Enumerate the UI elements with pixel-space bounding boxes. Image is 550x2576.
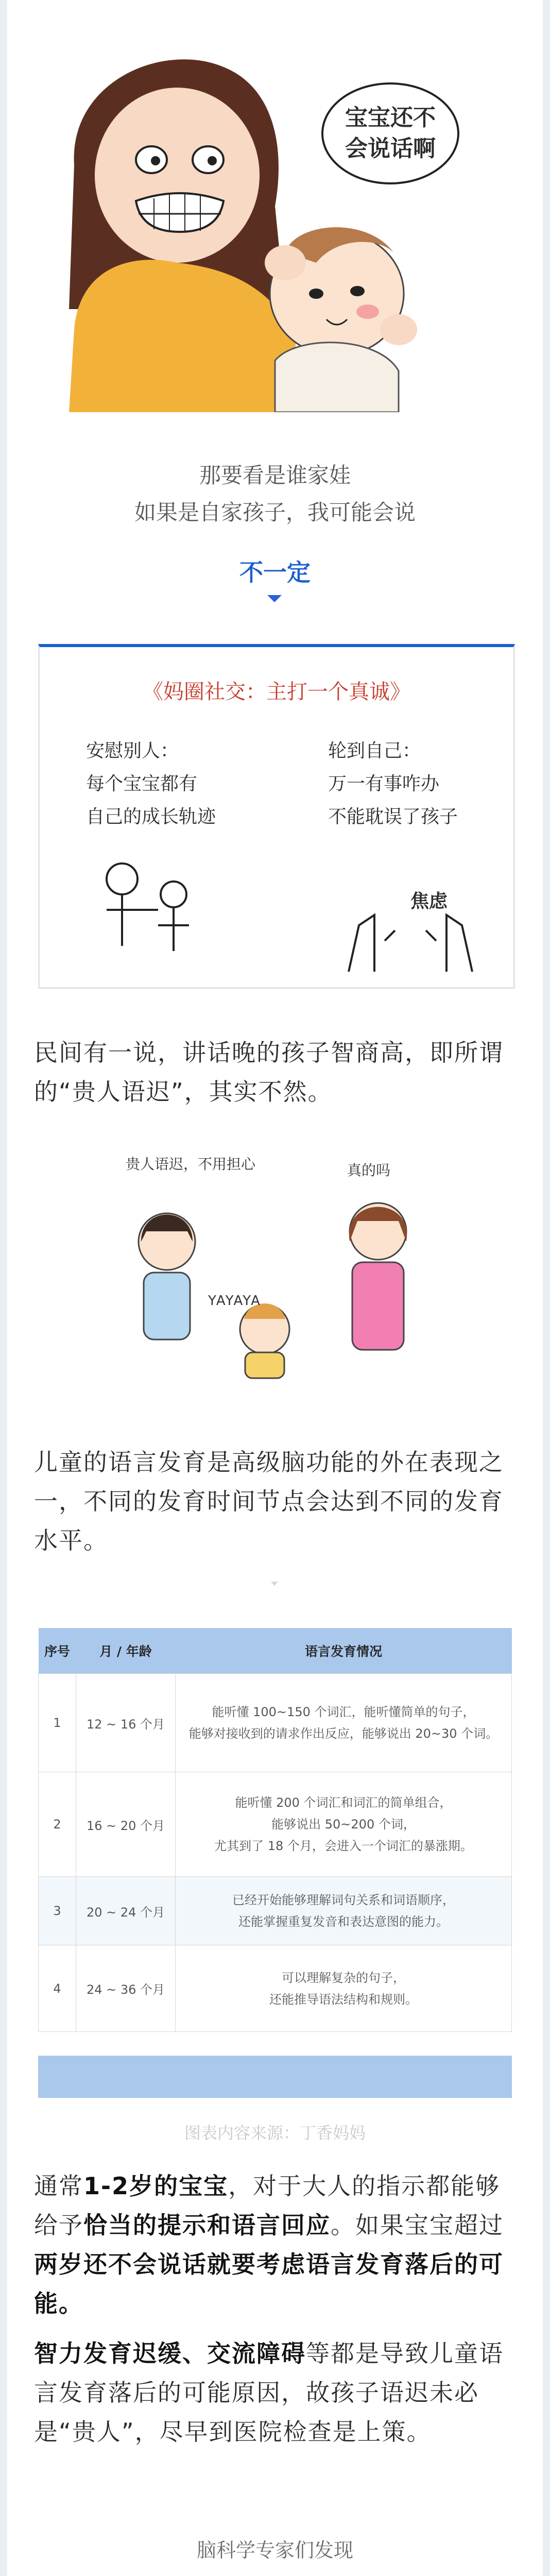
p3-text: 。如果宝宝超过 bbox=[331, 2211, 504, 2239]
right-line-3: 不能耽误了孩子 bbox=[328, 806, 458, 827]
caption-line-1: 那要看是谁家娃 bbox=[199, 463, 351, 488]
p3-text: 通常 bbox=[34, 2172, 83, 2200]
development-table bbox=[38, 1628, 512, 2032]
row-line: 能听懂 100~150 个词汇，能听懂简单的句子， bbox=[212, 1705, 475, 1719]
article-page bbox=[7, 0, 543, 2576]
row-line: 还能推导语法结构和规则。 bbox=[269, 1992, 418, 2007]
row-age: 20 ~ 24 个月 bbox=[76, 1877, 176, 1945]
p3-bold-warning: 两岁还不会说话就要考虑语言发育落后的可能。 bbox=[34, 2250, 504, 2317]
anxiety-label: 焦虑 bbox=[410, 891, 448, 912]
down-arrow-icon bbox=[267, 595, 282, 602]
research-line bbox=[7, 2571, 543, 2576]
paragraph-1: 民间有一说，讲话晚的孩子智商高，即所谓的“贵人语迟”，其实不然。 bbox=[34, 1039, 504, 1106]
cartoon-quote-right: 真的吗 bbox=[347, 1162, 391, 1179]
caption-line-2: 如果是自家孩子，我可能会说 bbox=[134, 500, 416, 525]
mother-baby-cartoon bbox=[7, 21, 543, 412]
research-findings bbox=[7, 2530, 543, 2576]
row-description bbox=[176, 1945, 512, 2032]
right-line-1: 轮到自己： bbox=[328, 740, 421, 761]
row-description bbox=[176, 1772, 512, 1877]
p3-text: ，对于大人的指示都能够给予 bbox=[34, 2172, 501, 2239]
paragraph-2: 儿童的语言发育是高级脑功能的外在表现之一，不同的发育时间节点会达到不同的发育水平。 bbox=[34, 1448, 504, 1554]
header-description: 语言发育情况 bbox=[176, 1628, 512, 1674]
table-source-note: 图表内容来源：丁香妈妈 bbox=[184, 2123, 366, 2143]
social-card-title: 《妈圈社交：主打一个真诚》 bbox=[143, 680, 410, 704]
row-age: 24 ~ 36 个月 bbox=[76, 1945, 176, 2032]
row-age: 16 ~ 20 个月 bbox=[76, 1772, 176, 1877]
header-no: 序号 bbox=[39, 1628, 76, 1674]
comfort-others-text bbox=[86, 735, 261, 834]
language-development-table bbox=[38, 1628, 512, 2102]
table-header-row bbox=[39, 1628, 512, 1674]
row-no: 4 bbox=[39, 1945, 76, 2032]
row-line: 还能掌握重复发音和表达意图的能力。 bbox=[238, 1914, 449, 1929]
paragraph-3 bbox=[34, 2166, 518, 2323]
row-line: 能听懂 200 个词汇和词汇的简单组合， bbox=[235, 1795, 452, 1810]
row-line: 已经开始能够理解词句关系和词语顺序， bbox=[232, 1893, 455, 1907]
table-row bbox=[39, 1945, 512, 2032]
hug-figures-icon bbox=[86, 848, 220, 967]
p4-text: 等都是导致儿童语言发育落后的可能原因，故孩子语迟未必是“贵人”，尽早到医院检查是上策。 bbox=[34, 2340, 504, 2446]
social-card bbox=[38, 644, 515, 989]
left-line-1: 安慰别人： bbox=[86, 740, 179, 761]
table-row bbox=[39, 1772, 512, 1877]
bubble-line-2: 会说话啊 bbox=[345, 135, 436, 162]
p3-bold-response: 恰当的提示和语言回应 bbox=[83, 2211, 331, 2239]
p4-bold-causes: 智力发育迟缓、交流障碍 bbox=[34, 2340, 306, 2367]
table-footer-bar bbox=[38, 2056, 512, 2098]
row-description bbox=[176, 1674, 512, 1772]
self-worry-text bbox=[328, 735, 503, 834]
small-divider-icon bbox=[271, 1582, 278, 1586]
row-no: 1 bbox=[39, 1674, 76, 1772]
table-row bbox=[39, 1674, 512, 1772]
row-line: 尤其到了 18 个月，会进入一个词汇的暴涨期。 bbox=[214, 1839, 473, 1853]
cartoon-baby-babble: YAYAYA bbox=[208, 1293, 261, 1309]
paragraph-4 bbox=[34, 2334, 518, 2451]
row-line: 可以理解复杂的句子， bbox=[282, 1970, 405, 1985]
row-line: 能够说出 50~200 个词， bbox=[271, 1817, 416, 1832]
row-description bbox=[176, 1877, 512, 1945]
speech-bubble bbox=[321, 82, 459, 184]
row-line: 能够对接收到的请求作出反应，能够说出 20~30 个词。 bbox=[188, 1726, 499, 1741]
cartoon-quote-left: 贵人语迟，不用担心 bbox=[126, 1156, 256, 1173]
left-line-2: 每个宝宝都有 bbox=[86, 773, 198, 794]
header-age: 月 / 年龄 bbox=[76, 1628, 176, 1674]
row-no: 2 bbox=[39, 1772, 76, 1877]
table-row bbox=[39, 1877, 512, 1945]
right-line-2: 万一有事咋办 bbox=[328, 773, 440, 794]
emphasis-title: 不一定 bbox=[239, 558, 311, 586]
row-age: 12 ~ 16 个月 bbox=[76, 1674, 176, 1772]
bubble-line-1: 宝宝还不 bbox=[345, 105, 436, 131]
research-line: 脑科学专家们发现 bbox=[196, 2539, 353, 2562]
row-no: 3 bbox=[39, 1877, 76, 1945]
left-line-3: 自己的成长轨迹 bbox=[86, 806, 216, 827]
p3-bold-age: 1-2岁的宝宝 bbox=[83, 2172, 229, 2200]
hero-illustration bbox=[7, 21, 543, 412]
